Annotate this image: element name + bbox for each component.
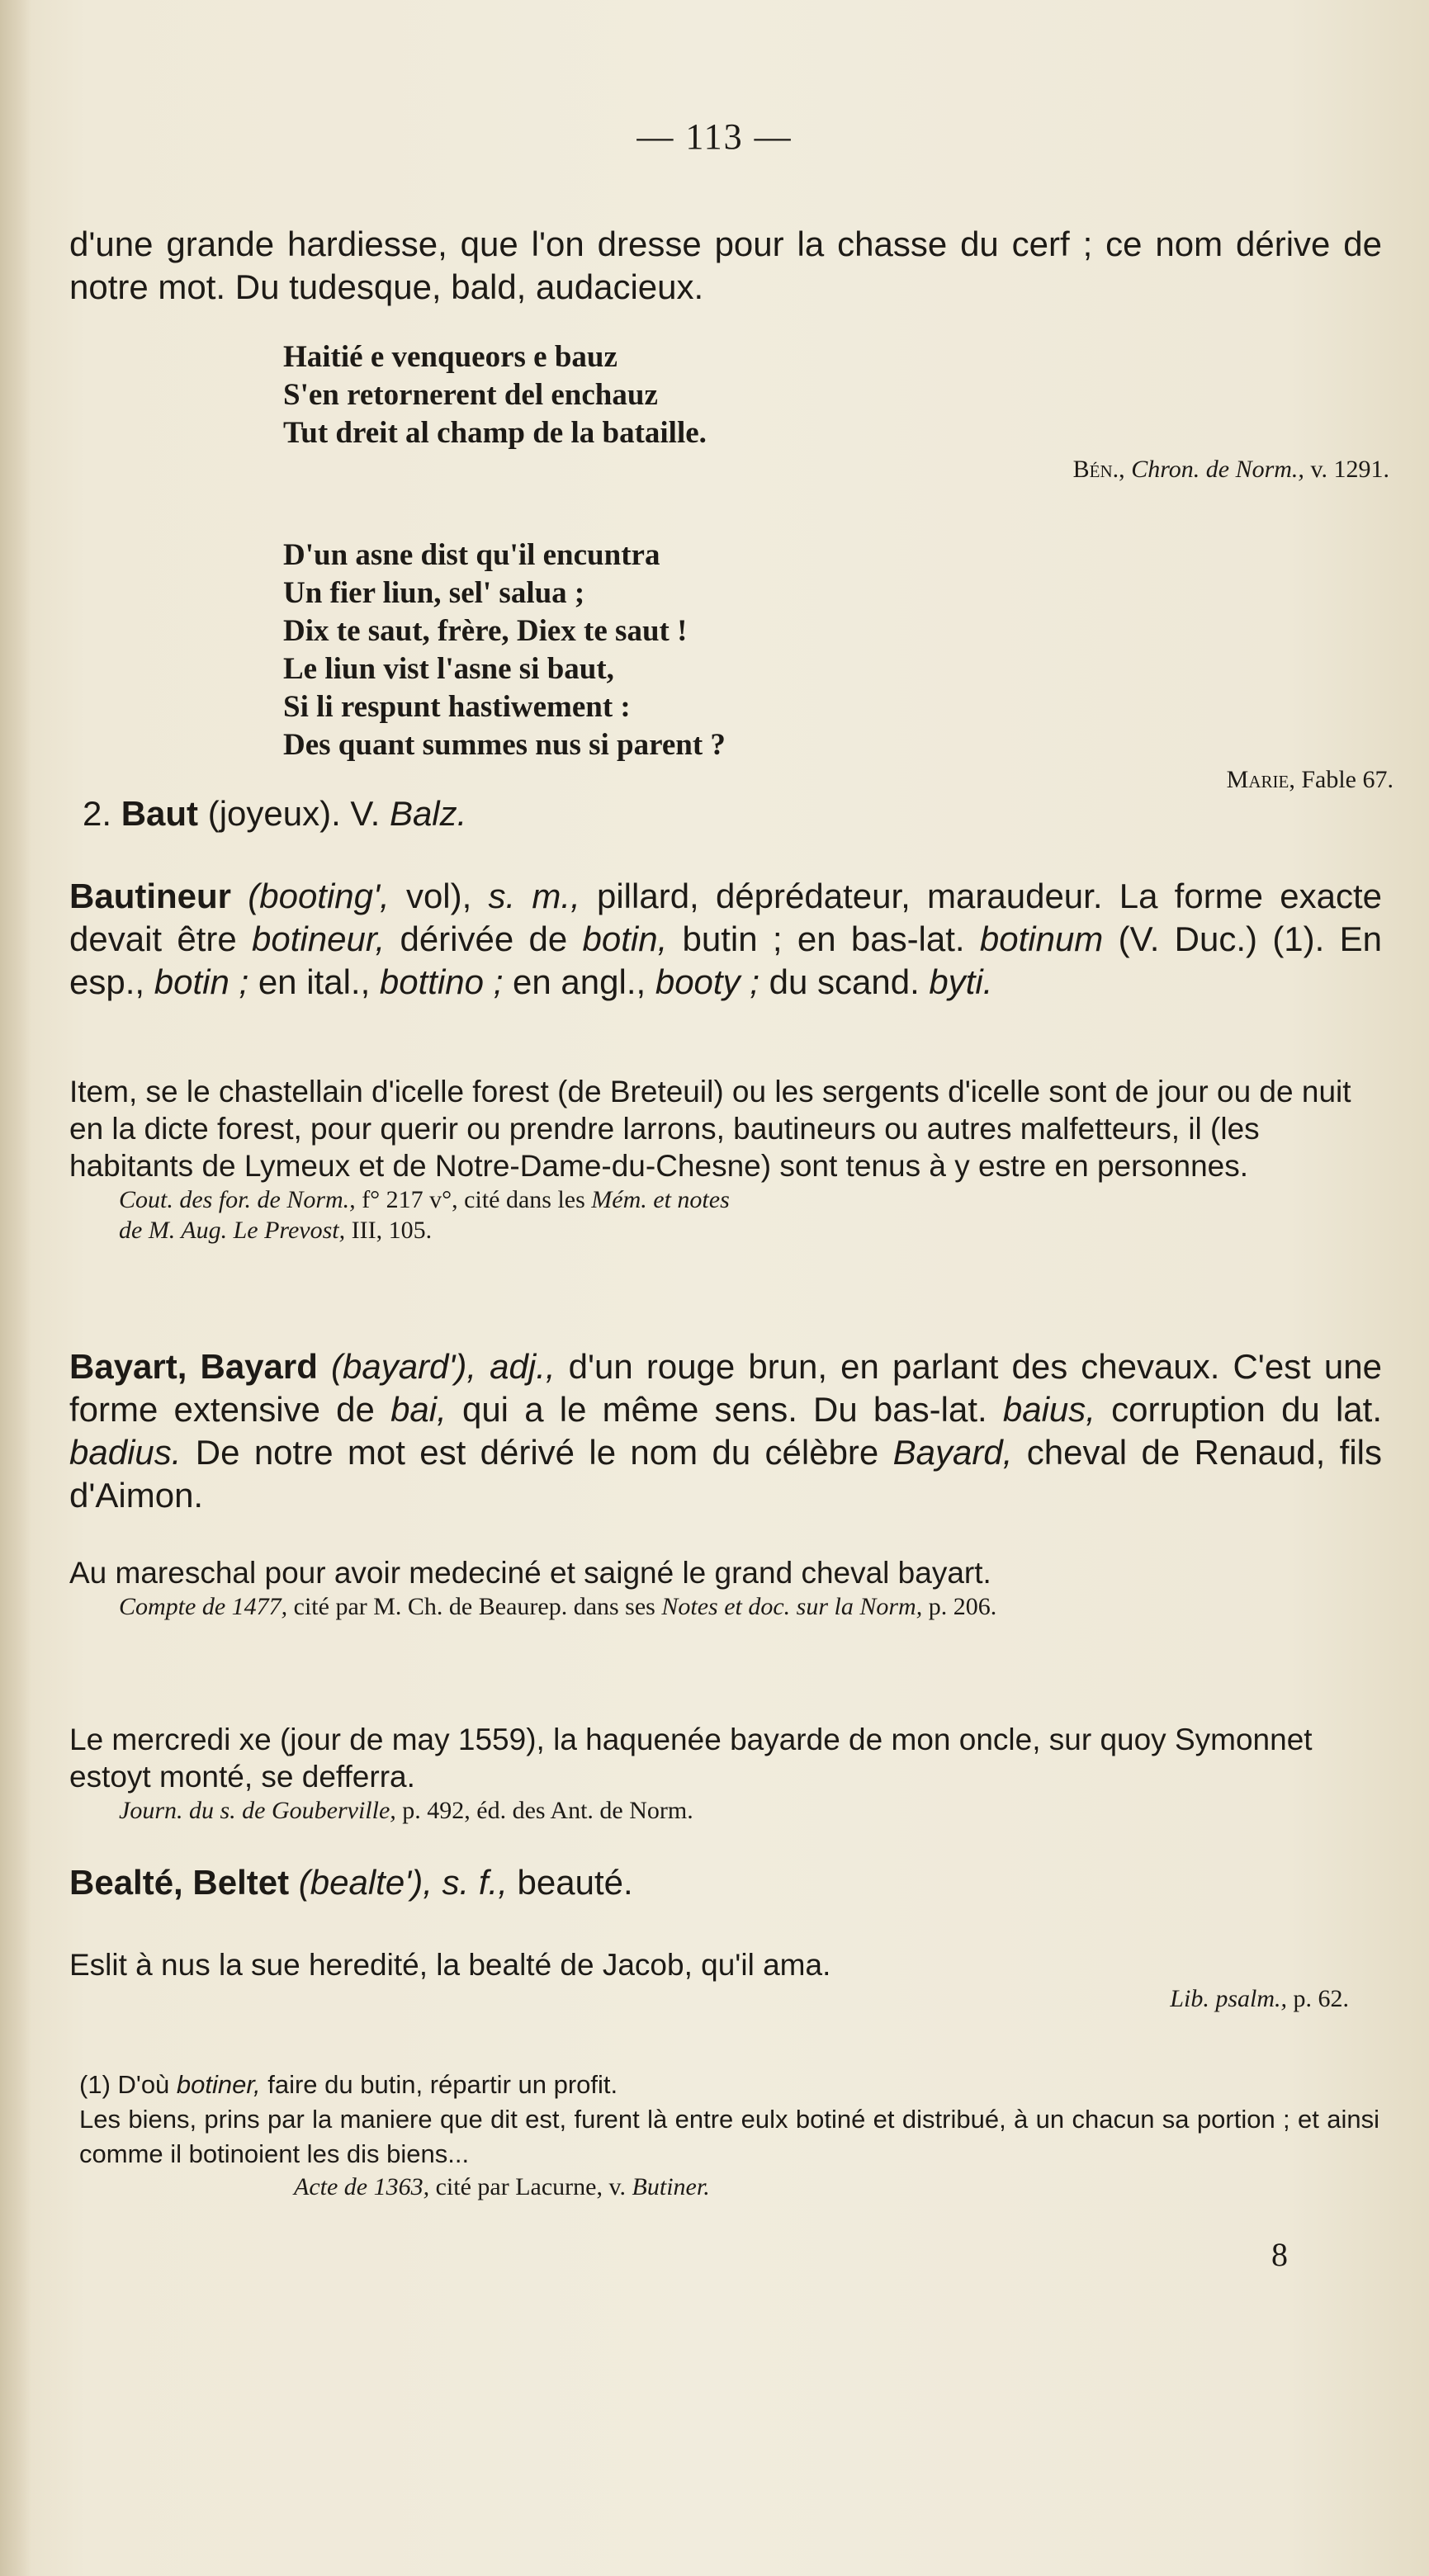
entry-baut-2: [83, 792, 1395, 835]
cross-reference: Balz.: [389, 794, 467, 833]
verse-line: Haitié e venqueors e bauz: [283, 340, 617, 374]
word-form: bai,: [390, 1390, 447, 1429]
footnote-text: faire du butin, répartir un profit.: [260, 2070, 618, 2099]
cite-author: Bén.,: [1072, 456, 1125, 483]
word-form: baius,: [1002, 1390, 1095, 1429]
footnote: [79, 2068, 1379, 2202]
word-form: bottino ;: [379, 962, 504, 1001]
verse-line: Le liun vist l'asne si baut,: [283, 652, 614, 686]
entry-text: qui a le même sens. Du bas-lat.: [446, 1390, 1003, 1429]
cite-ref: v. 1291.: [1310, 456, 1389, 483]
word-form: booty ;: [655, 962, 759, 1001]
cite-text: III, 105.: [345, 1217, 433, 1244]
grammar: adj.,: [476, 1347, 556, 1386]
entry-text: butin ; en bas-lat.: [667, 919, 980, 958]
entry-text: (joyeux). V.: [207, 794, 381, 833]
cite-work: Cout. des for. de Norm.,: [119, 1186, 356, 1213]
cite-text: cité par Lacurne, v.: [429, 2173, 632, 2200]
headword: Bautineur: [69, 877, 232, 915]
headword: Baut: [121, 794, 199, 833]
intro-paragraph: d'une grande hardiesse, que l'on dresse pour la chasse du cerf ; ce nom dérive de notre mot. Du tudesque, bald, audacieux.: [69, 225, 1382, 306]
cite-work: Butiner.: [632, 2173, 710, 2200]
signature-mark: 8: [1271, 2236, 1288, 2273]
word-form: botin ;: [154, 962, 249, 1001]
entry-text: vol),: [389, 877, 489, 915]
footnote-quote: Les biens, prins par la maniere que dit est, furent là entre eulx botiné et distribué, à un chacun sa portion ; et ainsi comme il botinoient les dis biens...: [79, 2105, 1379, 2168]
quote-text: Au mareschal pour avoir medeciné et saigné le grand cheval bayart.: [69, 1556, 991, 1590]
word-form: botineur,: [252, 919, 386, 958]
cite-work: Compte de 1477,: [119, 1593, 288, 1620]
headword: Bealté, Beltet: [69, 1863, 290, 1902]
quote-text: Item, se le chastellain d'icelle forest (de Breteuil) ou les sergents d'icelle sont de jour ou de nuit en la dicte forest, pour querir ou prendre larrons, bautineurs ou autres malfetteurs, il (les habitants de Lymeux et de Notre-Dame-du-Chesne) sont tenus à y estre en personnes.: [69, 1075, 1351, 1183]
etymon: (bealte'),: [298, 1863, 433, 1902]
cite-text: cité par M. Ch. de Beaurep. dans ses: [287, 1593, 662, 1620]
cite-author: Marie,: [1226, 766, 1295, 793]
entry-text: d'un rouge brun, en parlant des chevaux. C'est une forme extensive de: [69, 1347, 1383, 1429]
word-form: botinum: [979, 919, 1104, 958]
citation: [69, 1795, 1382, 1826]
entry-bayart: [69, 1345, 1382, 1517]
verse-line: Dix te saut, frère, Diex te saut !: [283, 614, 688, 648]
cite-work: Chron. de Norm.,: [1131, 456, 1304, 483]
entry-bealte: [69, 1861, 1382, 1904]
citation: [283, 764, 1394, 795]
entry-number: 2.: [83, 794, 112, 833]
verse-line: S'en retornerent del enchauz: [283, 378, 658, 412]
citation: [283, 454, 1389, 484]
verse-line: Des quant summes nus si parent ?: [283, 728, 726, 762]
cite-work: de M. Aug. Le Prevost,: [119, 1217, 346, 1244]
cite-text: f° 217 v°, cité dans les: [355, 1186, 592, 1213]
verse-line: D'un asne dist qu'il encuntra: [283, 538, 660, 572]
quote-text: Le mercredi xe (jour de may 1559), la haquenée bayarde de mon oncle, sur quoy Symonnet estoyt monté, se defferra.: [69, 1723, 1313, 1794]
cite-text: p. 492, éd. des Ant. de Norm.: [395, 1797, 693, 1824]
verse-line: Tut dreit al champ de la bataille.: [283, 416, 707, 450]
citation: [69, 1184, 1382, 1245]
entry-text: pillard, déprédateur, maraudeur. La forme exacte devait être: [69, 877, 1382, 958]
word-form: badius.: [69, 1433, 182, 1472]
footnote-line: [79, 2068, 1379, 2102]
cite-work: Acte de 1363,: [294, 2173, 430, 2200]
page-number: — 113 —: [636, 116, 793, 157]
citation: [69, 1983, 1382, 2014]
grammar: s. f.,: [432, 1863, 508, 1902]
entry-text: (V. Duc.) (1). En esp.,: [69, 919, 1382, 1001]
entry-bautineur: [69, 875, 1382, 1004]
entry-text: beauté.: [507, 1863, 633, 1902]
quote-text: Eslit à nus la sue heredité, la bealté de Jacob, qu'il ama.: [69, 1948, 831, 1982]
entry-text: en ital.,: [248, 962, 380, 1001]
verse-line: Un fier liun, sel' salua ;: [283, 576, 585, 610]
cite-work: Lib. psalm.,: [1170, 1985, 1287, 2012]
word-form: byti.: [929, 962, 993, 1001]
citation: [79, 2172, 1379, 2202]
cite-work: Journ. du s. de Gouberville,: [119, 1797, 396, 1824]
etymon: (bayard'),: [331, 1347, 477, 1386]
quote-bealte: [69, 1946, 1382, 2014]
footnote-marker: (1): [79, 2070, 111, 2099]
footnote-text: D'où: [117, 2070, 177, 2099]
quote-bautineur: [69, 1073, 1382, 1245]
quote-bayart-1: [69, 1554, 1382, 1622]
entry-text: dérivée de: [385, 919, 583, 958]
etymon: (booting',: [248, 877, 390, 915]
headword: Bayart, Bayard: [69, 1347, 318, 1386]
entry-text: du scand.: [759, 962, 930, 1001]
word-form: botiner,: [176, 2070, 261, 2099]
binding-gutter: [0, 0, 31, 2576]
entry-text: cheval de Renaud, fils d'Aimon.: [69, 1433, 1383, 1515]
verse-line: Si li respunt hastiwement :: [283, 690, 631, 724]
word-form: Bayard,: [892, 1433, 1013, 1472]
verse-block-2: [283, 536, 1394, 795]
quote-bayart-2: [69, 1721, 1382, 1826]
citation: [69, 1591, 1332, 1622]
cite-work: Mém. et notes: [591, 1186, 730, 1213]
entry-text: en angl.,: [503, 962, 655, 1001]
verse-block-1: [283, 338, 1389, 484]
entry-text: corruption du lat.: [1095, 1390, 1382, 1429]
entry-text: De notre mot est dérivé le nom du célèbre: [181, 1433, 893, 1472]
grammar: s. m.,: [488, 877, 580, 915]
cite-text: p. 206.: [922, 1593, 997, 1620]
cite-text: p. 62.: [1287, 1985, 1349, 2012]
cite-ref: Fable 67.: [1301, 766, 1394, 793]
word-form: botin,: [582, 919, 668, 958]
cite-work: Notes et doc. sur la Norm,: [661, 1593, 923, 1620]
